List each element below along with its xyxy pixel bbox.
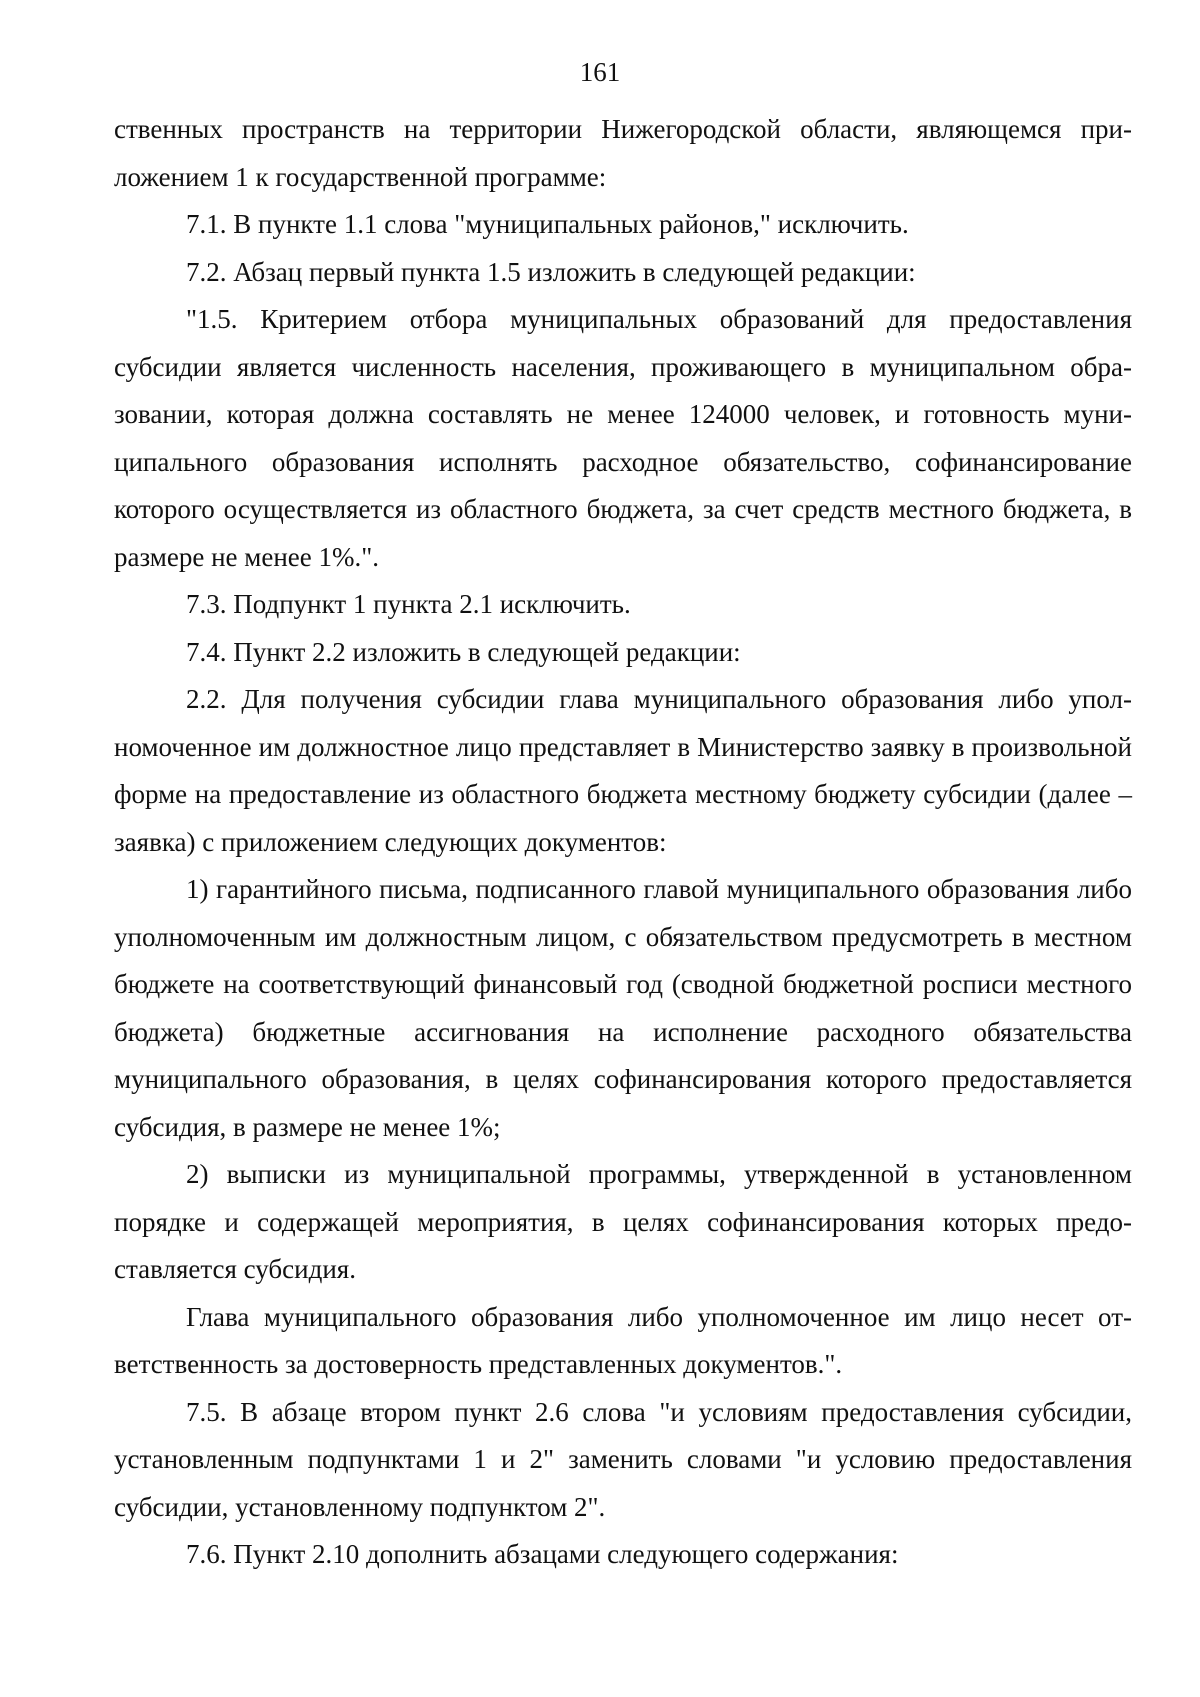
paragraph-7-6: 7.6. Пункт 2.10 дополнить абзацами следующего содержания: [186,1539,899,1569]
paragraph-1-5-quote: "1.5. Критерием отбора муниципальных образований для предоставления субсидии является численность населения, проживающего в муниципальном образовании, которая должна составлять не менее 124000 человек, и готовность муниципального образования исполнять расходное обязательство, софинансирование которого осуществляется из областного бюджета, за счет средств местного бюджета, в размере не менее 1%.". [114,304,1132,572]
page-number: 161 [579,57,621,87]
paragraph-7-1: 7.1. В пункте 1.1 слова "муниципальных районов," исключить. [186,209,909,239]
paragraph-7-5: 7.5. В абзаце втором пункт 2.6 слова "и условиям предоставления субсидии, установленным подпунктами 1 и 2" заменить словами "и условию предоставления субсидии, установленному подпунктом 2". [114,1396,1132,1522]
paragraph-7-3: 7.3. Подпункт 1 пункта 2.1 исключить. [186,589,631,619]
paragraph-item-1: 1) гарантийного письма, подписанного главой муниципального образования либо уполномоченным им должностным лицом, с обязательством предусмотреть в местном бюджете на соответствующий финансовый год (сводной бюджетной росписи местного бюджета) бюджетные ассигнования на исполнение расходного обязательства муниципального образования, в целях софинансирования которого предоставляется субсидия, в размере не менее 1%; [114,874,1132,1142]
paragraph-2-2: 2.2. Для получения субсидии глава муниципального образования либо уполномоченное им должностное лицо представляет в Министерство заявку в произвольной форме на предоставление из областного бюджета местному бюджету субсидии (далее – заявка) с приложением следующих документов: [114,684,1132,857]
paragraph-7-2: 7.2. Абзац первый пункта 1.5 изложить в следующей редакции: [186,256,916,287]
paragraph-responsibility: Глава муниципального образования либо уполномоченное им лицо несет ответственность за достоверность представленных документов.". [114,1301,1132,1379]
paragraph-7-4: 7.4. Пункт 2.2 изложить в следующей редакции: [186,636,741,667]
paragraph-item-2: 2) выписки из муниципальной программы, утвержденной в установленном порядке и содержащей мероприятия, в целях софинансирования которых предоставляется субсидия. [114,1159,1132,1284]
paragraph-continuation: ственных пространств на территории Нижегородской области, являющемся приложением 1 к государственной программе: [114,114,1132,192]
document-body [114,106,1132,1579]
